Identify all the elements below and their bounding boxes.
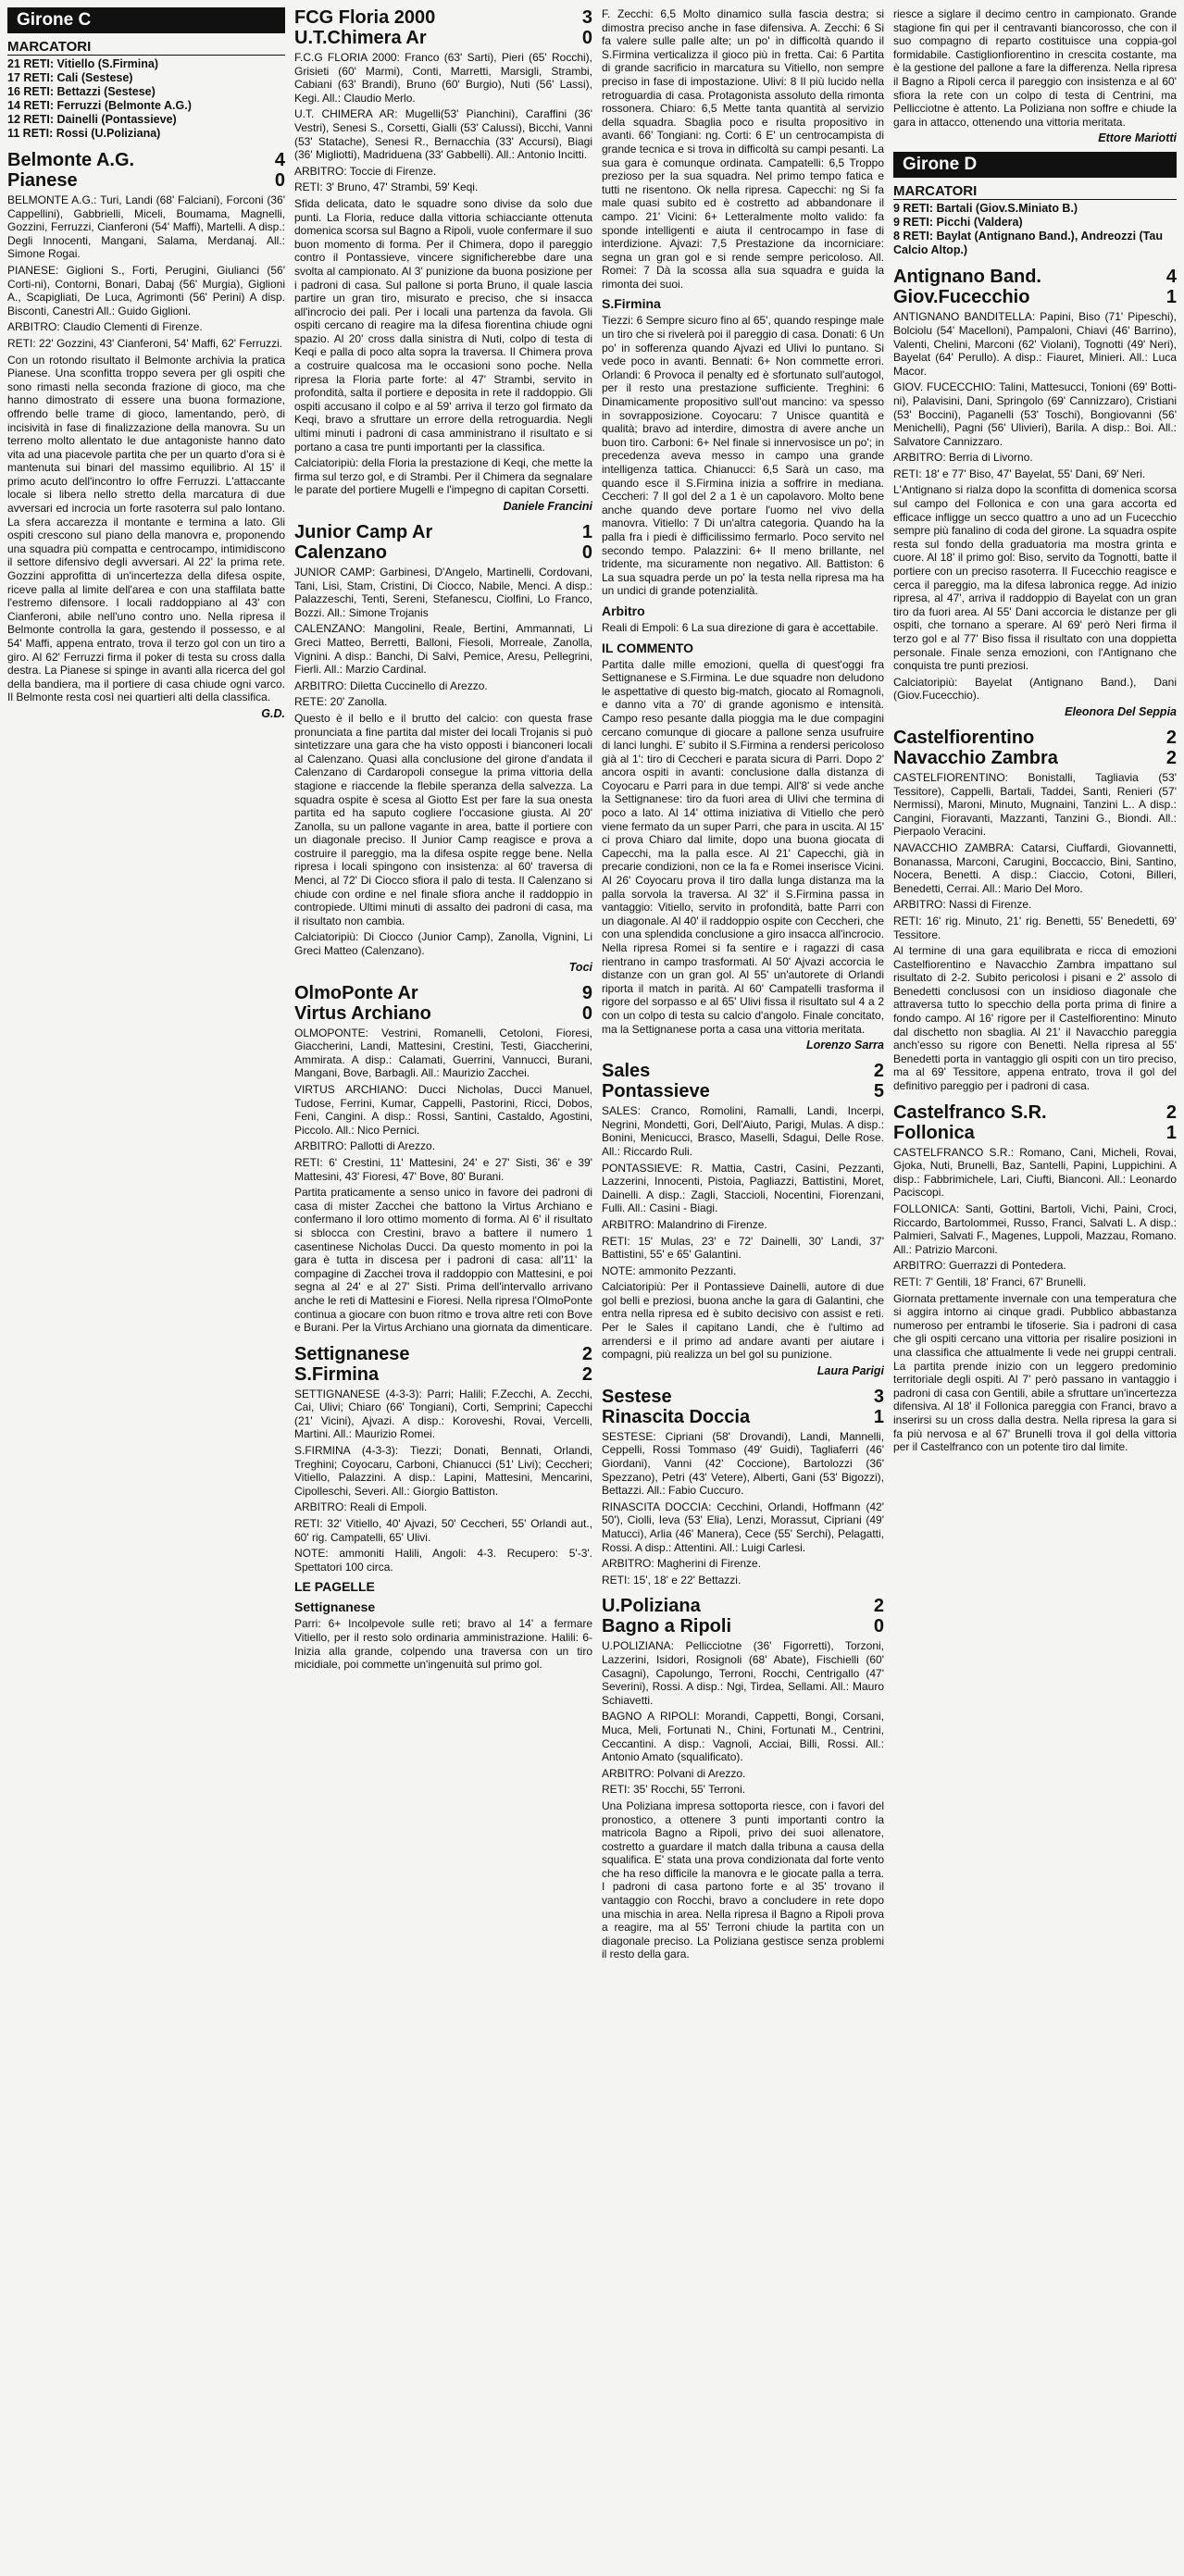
referee: ARBITRO: Pallotti di Arezzo.	[294, 1139, 436, 1153]
team-name: Calenzano	[294, 542, 388, 563]
byline: G.D.	[261, 706, 285, 720]
lineup-away: U.T. CHIMERA AR: Mugelli(53' Pianchini), Caraffini (36' Vestri), Senesi S., Corsetti, Gialli (53' Calussi), Bicchi, Vanni (53' Statache), Senesi R., Bernacchia (33' Accursi), Biagi (36' Migliotti), Madriduena (33' Gabbelli). All.: Antonio Incitti.	[294, 107, 592, 162]
match-away	[893, 287, 1177, 307]
goals: RETI: 18' e 77' Biso, 47' Bayelat, 55' Dani, 69' Neri.	[893, 467, 1146, 480]
byline: Laura Parigi	[816, 1363, 884, 1377]
team-name: U.T.Chimera Ar	[294, 28, 427, 48]
pagelle-continued: F. Zecchi: 6,5 Molto dinamico sulla fascia destra; si dimostra preciso anche in fase difensiva. A. Zecchi: 6 Si fa valere sulle palle alte; un po' in difficoltà quando il S.Firmina verticalizza il gioco più in fretta. Cai: 6 Partita di grande sacrificio in marcatura su Vitiello, non sempre preciso in fase di impostazione. Ulivi: 8 Il più lucido nella retroguardia di casa. Protagonista assoluto della rimonta rossonera. Chiaro: 6,5 Mette tanta quantità al servizio della squadra. Sbaglia poco e risulta propositivo in avanti. 66' Tongiani: ng. Corti: 6 E' un centrocampista di grande tecnica e si trova in difficoltà su campi pesanti. La sua gara è comunque ordinata. Campatelli: 6,5 Troppo prezioso per la sua squadra. Nel primo tempo fatica e tutti ne risentono. Ok nella ripresa. Capecchi: ng Si fa male quasi subito ed è costretto ad abbandonare il campo. 21' Vicini: 6+ Letteralmente molto valido: fa sponde intelligenti e aiuta il centrocampo in fase di interdizione. Ajvazi: 7,5 Prestazione da incorniciare: segna un gran gol e si rende sempre pericoloso. All. Romei: 7 Dà la scossa alla sua squadra e guida la rimonta dei suoi.	[602, 7, 884, 291]
team-score: 0	[873, 1616, 884, 1637]
commento-body: Partita dalle mille emozioni, quella di quest'oggi fra Settignanese e S.Firmina. Le due squadre non deludono le aspettative di questo big-match, giocato al Romagnoli, e danno vita a 70' di grande agonismo e intensità. Campo reso pesante dalla pioggia ma le due compagini cercano comunque di giocare a pallone senza usufruire di lanci lunghi. E' subito il S.Firmina a rendersi pericoloso già al 1': tiro di Ceccheri e parata sicura di Parri. Dopo 2' ancora ospiti in avanti: conclusione dalla distanza di Coyocaru e Parri para in due tempi. All'8' si vede anche la Settignanese: tiro da fuori area di Ulivi che termina di poco a lato. Al 14' ottima iniziativa di Vitiello che però viene fermato da un super Parri, che para in uscita. Al 15' ci prova Chiaro dal limite, dopo una buona giocata di Capecchi, ma la palla esce. Al 21' Capecchi, già in precarie condizioni, non ce la fa e Romei inserisce Vicini. Al 26' Coyocaru prova il tiro dalla lunga distanza ma la palla sorvola la traversa. Al 32' il S.Firmina passa in vantaggio: Vitiello, servito in profondità, batte Parri con un diagonale. Al 40' il raddoppio ospite con Ceccheri, che con una splendida conclusione a giro insacca all'incrocio. Nella ripresa Romei si fa sentire e i ragazzi di casa rientrano in campo trasformati. Al 50' Ajvazi accorcia le distanze con un gran gol. Al 55' un'autorete di Orlandi riporta il match in parità. Al 60' Campatelli trasforma il rigore del sorpasso e al 65' Ulivi fissa il risultato sul 4 a 2 con un colpo di testa su calcio d'angolo. Finale concitato, ma la Settignanese porta a casa una vittoria meritata.	[602, 657, 884, 1036]
team-score: 2	[581, 1343, 592, 1364]
team-score: 1	[581, 522, 592, 542]
player-notes: Calciatoripiù: della Floria la prestazione di Keqi, che mette la firma sul terzo gol, e di Strambi. Per il Chimera da segnalare le parate del portiere Mugelli e l'impegno di capitan Corsetti.	[294, 456, 592, 497]
section-banner-girone-c: Girone C	[7, 7, 285, 33]
team-name: Giov.Fucecchio	[893, 287, 1030, 308]
match-home	[294, 522, 592, 542]
referee: ARBITRO: Guerrazzi di Pontedera.	[893, 1259, 1066, 1273]
match-report: Una Poliziana impresa sottoporta riesce, con i favori del pronostico, a ottenere 3 punti importanti contro la matricola Bagno a Ripoli, privo dei suoi allenatore, costretto a guardare il match dalla tribuna a causa della squalifica. E' stata una prova condizionata dal forte vento che ha reso difficile la manovra e le giocate palla a terra. I padroni di casa partono forte e al 35' trovano il vantaggio con Rocchi, bravo a concludere in rete dopo una mischia in area. Nella ripresa il Bagno a Ripoli prova a reagire, ma al 55' Terroni chiude la partita con un diagonale preciso. La Poliziana gestisce senza problemi il resto della gara.	[602, 1798, 884, 1961]
lineup-away: VIRTUS ARCHIANO: Ducci Nicholas, Ducci Manuel, Tudose, Ferrini, Kumar, Cappelli, Pastorini, Ricci, Dobos, Feni, Cangini. A disp.: Rossi, Santini, Castaldo, Agostini, Piccolo. All.: Nico Pernici.	[294, 1083, 592, 1137]
match-report: Questo è il bello e il brutto del calcio: con questa frase pronunciata a fine partita dal mister dei locali Trojanis si può sintetizzare una gara che ha visto opposti i bianconeri locali al Calenzano. Quasi alla conclusione del girone d'andata il Calenzano di Cardaropoli consegue la prima vittoria della stagione e riaccende la flebile speranza della salvezza. La squadra ospite è scesa al Giotto Est per fare la sua onesta partita ed ha saputo cogliere l'occasione giusta. Al 20' Zanolla, su un pallone vagante in area, batte il portiere con un diagonale preciso. Il Junior Camp reagisce e prova a costruire il pareggio, ma la difesa ospite regge bene. Nella ripresa i locali spingono con insistenza: al 60' traversa di Menci, al 72' Di Ciocco sfiora il palo di testa. Il Calenzano si chiude con ordine e nel finale sfiora anche il raddoppio in contropiede. Ultimi minuti di assalto dei padroni di casa, ma il risultato non cambia.	[294, 711, 592, 927]
player-notes: Calciatoripiù: Bayelat (Antignano Band.), Dani (Giov.Fucecchio).	[893, 675, 1177, 703]
team-name: Follonica	[893, 1122, 975, 1143]
marcatori-heading: MARCATORI	[893, 183, 1177, 200]
scorer-line: 16 RETI: Bettazzi (Sestese)	[7, 85, 156, 98]
match-home	[893, 267, 1177, 287]
scorer-line: 9 RETI: Bartali (Giov.S.Miniato B.)	[893, 202, 1078, 216]
pagelle-team: Settignanese	[294, 1599, 376, 1615]
goals: RETI: 22' Gozzini, 43' Cianferoni, 54' Maffi, 62' Ferruzzi.	[7, 336, 283, 350]
match-report: Al termine di una gara equilibrata e ricca di emozioni Castelfiorentino e Navacchio Zambra impattano sul risultato di 2-2. Subito pericolosi i pisani e 2' assolo di Benedetti conclusosi con un insidioso diagonale che attraversa tutto lo specchio della porta prima di finire a fondo campo. Al 16' rigore per il Castelfiorentino: Minuto dal dischetto non sbaglia. Al 21' il Navacchio pareggia anch'esso su rigore con Benetti. Nella ripresa al 55' Benedetti porta in vantaggio gli ospiti con un tiro preciso, ma al 69' Tessitore, appena entrato, trova il gol del definitivo pareggio per i padroni di casa.	[893, 944, 1177, 1093]
scorer-line: 17 RETI: Cali (Sestese)	[7, 71, 133, 84]
team-name: Settignanese	[294, 1343, 410, 1364]
lineup-home: CASTELFRANCO S.R.: Romano, Cani, Micheli, Rovai, Gjoka, Nuti, Brunelli, Baz, Santelli, Papini, Luppichini. A disp.: Fabbrimichele, Lari, Ciufti, Bianconi. All.: Leonardo Paciscopi.	[893, 1145, 1177, 1200]
match-away	[602, 1616, 884, 1636]
team-score: 1	[1165, 287, 1177, 308]
team-score: 2	[1165, 1101, 1177, 1123]
team-name: Junior Camp Ar	[294, 522, 433, 542]
match-home	[602, 1596, 884, 1616]
lineup-away: GIOV. FUCECCHIO: Talini, Mattesucci, Tonioni (69' Botti-ni), Palavisini, Dani, Springolo (69' Cannizzaro), Cristiani (53' Boccini), Paganelli (53' Toschi), Bongiovanni (56' Menichelli), Pagni (56' Ulivieri), Barila. A disp.: Boi. All.: Salvatore Cannizzaro.	[893, 380, 1177, 448]
match-home	[893, 728, 1177, 748]
lineup-away: PIANESE: Giglioni S., Forti, Perugini, Giulianci (56' Corti-ni), Contorni, Bonari, Dabaj (56' Murgia), Giglioni A., Scapigliati, De Luca, Agrimonti (56' Perini) A disp. Bisconti, Canestri All.: Guido Giglioni.	[7, 263, 285, 317]
team-score: 4	[1165, 267, 1177, 288]
lineup-home: SALES: Cranco, Romolini, Ramalli, Landi, Incerpi, Negrini, Mondetti, Gori, Dell'Aiuto, Parigi, Mulas. A disp.: Bonini, Menicucci, Brasco, Maselli, Sdagui, Delle Rose. All.: Riccardo Ruli.	[602, 1104, 884, 1158]
lineup-away: NAVACCHIO ZAMBRA: Catarsi, Ciuffardi, Giovannetti, Bonanassa, Marconi, Carugini, Boccaccio, Bini, Santino, Nocera, Benetti. A disp.: Ciaccio, Cotoni, Billeri, Benedetti, Cerrai. All.: Mario Del Moro.	[893, 840, 1177, 895]
team-score: 1	[873, 1406, 884, 1427]
match-away	[602, 1081, 884, 1101]
match-report-continued: riesce a siglare il decimo centro in campionato. Grande stagione fin qui per il centravanti biancorosso, che con il suo compagno di reparto costituisce una coppia-gol formidabile. Castiglionfiorentino in crescita costante, ma è la gestione del pallone a fare la differenza. Nella ripresa il Bagno a Ripoli cerca il pareggio con insistenza e al 60' sfiora la rete con un colpo di testa di Centrini, ma Pellicciotne è attento. La Poliziana non soffre e chiude la gara in attacco, ottenendo una vittoria meritata.	[893, 7, 1177, 129]
scorer-line: 12 RETI: Dainelli (Pontassieve)	[7, 113, 177, 126]
goals: RETI: 15', 18' e 22' Bettazzi.	[602, 1573, 742, 1587]
match-report: Sfida delicata, dato le squadre sono divise da solo due punti. La Floria, reduce dalla vittoria schiacciante ottenuta domenica scorsa sul Bagno a Ripoli, vuole confermare il suo buon momento di forma. Per il Chimera, dopo il pareggio contro il Pontassieve, vincere significherebbe dare una svolta al campionato. Al 3' punizione da buona posizione per i padroni di casa. Sul pallone si porta Bruno, il quale lascia partire un gran tiro, misurato e preciso, che si insacca all'incrocio dei pali. Per i locali una partenza da favola. Gli ospiti cercano di reagire ma la difesa fiorentina chiude ogni spazio. Al 20' cross dalla sinistra di Nuti, colpo di testa di Keqi e palla di poco alta sopra la traversa. Il Chimera prova a costruire qualcosa ma le occasioni sono poche. Nella ripresa la Floria parte forte: al 47' Strambi, servito in profondità, salta il portiere e deposita in rete il raddoppio. Gli ospiti accusano il colpo e al 59' arriva il terzo gol firmato da Keqi, bravo a sfruttare un errore della retroguardia. Negli ultimi minuti i padroni di casa amministrano il risultato e si portano a casa tre punti importanti per la classifica.	[294, 196, 592, 454]
scorer-line: 8 RETI: Baylat (Antignano Band.), Andreozzi (Tau Calcio Altop.)	[893, 230, 1163, 257]
pagelle-heading: LE PAGELLE	[294, 1579, 375, 1595]
team-score: 5	[873, 1081, 884, 1102]
lineup-home: SETTIGNANESE (4-3-3): Parri; Halili; F.Zecchi, A. Zecchi, Cai, Ulivi; Chiaro (66' Tongiani), Corti, Semprini; Capecchi (21' Vicini), Ajvazi. A disp.: Koroveshi, Rovai, Vercelli, Martini. All.: Maurizio Romei.	[294, 1387, 592, 1441]
referee: ARBITRO: Diletta Cuccinello di Arezzo.	[294, 678, 488, 692]
team-score: 0	[274, 170, 285, 191]
team-score: 4	[274, 150, 285, 170]
referee: ARBITRO: Toccie di Firenze.	[294, 164, 437, 178]
goals: RETE: 20' Zanolla.	[294, 695, 388, 709]
match-home	[294, 983, 592, 1003]
team-name: FCG Floria 2000	[294, 7, 436, 28]
team-name: S.Firmina	[294, 1363, 380, 1385]
match-away	[294, 1364, 592, 1385]
match-home	[602, 1387, 884, 1407]
column-2	[294, 7, 592, 2569]
team-name: Pianese	[7, 170, 78, 191]
team-score: 0	[581, 542, 592, 563]
referee: ARBITRO: Polvani di Arezzo.	[602, 1766, 746, 1780]
team-score: 3	[581, 7, 592, 28]
goals: RETI: 15' Mulas, 23' e 72' Dainelli, 30' Landi, 37' Battistini, 55' e 65' Galantini.	[602, 1234, 884, 1262]
column-1	[7, 7, 285, 2569]
team-name: Castelfiorentino	[893, 727, 1035, 748]
match-away	[294, 542, 592, 563]
pagelle-team: S.Firmina	[602, 296, 661, 312]
byline: Eleonora Del Seppia	[1065, 704, 1177, 718]
referee: ARBITRO: Berria di Livorno.	[893, 451, 1033, 465]
team-name: Bagno a Ripoli	[602, 1616, 731, 1637]
team-name: Antignano Band.	[893, 267, 1041, 288]
player-notes: Calciatoripiù: Per il Pontassieve Dainelli, autore di due gol belli e preziosi, buona anche la gara di Galantini, che entra nella ripresa ed è subito decisivo con assist e reti. Per le Sales il capitano Landi, che è l'ultimo ad arrendersi e il primo ad andare avanti per aiutare i compagni, più realizza un bel gol su punizione.	[602, 1280, 884, 1362]
notes: NOTE: ammoniti Halili, Angoli: 4-3. Recupero: 5'-3'. Spettatori 100 circa.	[294, 1547, 592, 1574]
goals: RETI: 32' Vitiello, 40' Ajvazi, 50' Ceccheri, 55' Orlandi aut., 60' rig. Campatelli, 65' Ulivi.	[294, 1517, 592, 1544]
notes: NOTE: ammonito Pezzanti.	[602, 1263, 737, 1277]
lineup-home: BELMONTE A.G.: Turi, Landi (68' Falciani), Forconi (36' Cappellini), Gabbrielli, Miceli, Boumama, Magnelli, Gozzini, Ferruzzi, Cianferoni (54' Maffi), Martelli. A disp.: Degli Innocenti, Mangani, Salama, Merdanaj. All.: Simone Rogai.	[7, 193, 285, 261]
match-away	[294, 28, 592, 48]
section-banner-girone-d: Girone D	[893, 152, 1177, 178]
team-name: Pontassieve	[602, 1081, 710, 1102]
match-away	[893, 748, 1177, 768]
team-name: Rinascita Doccia	[602, 1406, 751, 1427]
goals: RETI: 3' Bruno, 47' Strambi, 59' Keqi.	[294, 180, 479, 194]
scorer-line: 21 RETI: Vitiello (S.Firmina)	[7, 57, 158, 70]
scorer-line: 9 RETI: Picchi (Valdera)	[893, 216, 1023, 230]
team-name: Navacchio Zambra	[893, 747, 1058, 768]
lineup-home: U.POLIZIANA: Pellicciotne (36' Figorretti), Torzoni, Lazzerini, Isidori, Rosignoli (68' Abate), Fischielli (60' Casagni), Capolungo, Terroni, Rocchi, Centrigallo (47' Severini), Rossi. A disp.: Ngi, Tirdea, Sellami. All.: Mauro Schiavetti.	[602, 1639, 884, 1707]
byline: Toci	[568, 960, 592, 974]
team-name: Castelfranco S.R.	[893, 1101, 1047, 1123]
match-home	[893, 1102, 1177, 1123]
team-score: 9	[581, 982, 592, 1003]
referee: ARBITRO: Malandrino di Firenze.	[602, 1217, 767, 1231]
lineup-home: JUNIOR CAMP: Garbinesi, D'Angelo, Martinelli, Cordovani, Tani, Lisi, Stam, Cristini, Di Ciocco, Nabile, Menci. A disp.: Palazzeschi, Tenti, Sereni, Stefanescu, Ciolfini, Lo Franco, Bozzi. All.: Simone Trojanis	[294, 566, 592, 619]
pagelle-body: Parri: 6+ Incolpevole sulle reti; bravo al 14' a fermare Vitiello, per il resto solo ordinaria amministrazione. Halili: 6- Inizia alla grande, colpendo una traversa con un tiro micidiale, poi commette un'ingenuità sul primo gol.	[294, 1617, 592, 1672]
scorer-line: 14 RETI: Ferruzzi (Belmonte A.G.)	[7, 99, 192, 112]
match-home	[7, 150, 285, 170]
goals: RETI: 7' Gentili, 18' Franci, 67' Brunelli.	[893, 1275, 1087, 1288]
referee: ARBITRO: Nassi di Firenze.	[893, 898, 1032, 912]
team-name: U.Poliziana	[602, 1596, 701, 1617]
lineup-away: CALENZANO: Mangolini, Reale, Bertini, Ammannati, Li Greci Matteo, Berretti, Balloni, Fiesoli, Morreale, Zanolla, Vignini. A disp.: Banchi, Di Salvi, Pemice, Aresu, Pellegrini, Fierli. All.: Marzio Cardinal.	[294, 622, 592, 677]
arbitro-body: Reali di Empoli: 6 La sua direzione di gara è accettabile.	[602, 620, 879, 634]
team-score: 3	[873, 1386, 884, 1407]
lineup-away: PONTASSIEVE: R. Mattia, Castri, Casini, Pezzanti, Lazzerini, Innocenti, Pistoia, Pagliazzi, Battistini, Moret, Dainelli. A disp.: Zagli, Staccioli, Nocentini, Fiorenzani, Fulli. All.: Casini - Biagi.	[602, 1161, 884, 1215]
team-score: 2	[873, 1061, 884, 1082]
referee: ARBITRO: Claudio Clementi di Firenze.	[7, 320, 203, 334]
team-score: 2	[1165, 727, 1177, 748]
match-report: Giornata prettamente invernale con una temperatura che si aggira intorno ai cinque gradi. Pubblico abbastanza numeroso per entrambi le tifoserie. Sia i padroni di casa che gli ospiti cercano una vittoria per risalire posizioni in una classifica che attualmente li vede nei gruppi centrali. La partita prende inizio con un leggero predominio territoriale degli ospiti. Al 7' però passano in vantaggio i padroni di casa con Gentili, abile a sfruttare un'incertezza difensiva. Al 18' il Follonica pareggia con Franci, bravo a inserirsi su un cross dalla destra. Nella ripresa la gara si fa più nervosa e al 67' Brunelli trova il gol della vittoria per il Castelfranco con un potente tiro dal limite.	[893, 1291, 1177, 1454]
match-away	[294, 1003, 592, 1024]
byline: Ettore Mariotti	[1098, 131, 1177, 145]
team-score: 0	[581, 1002, 592, 1024]
match-report: L'Antignano si rialza dopo la sconfitta di domenica scorsa sul campo del Follonica e con una gara accorta ed efficace infligge un secco quattro a uno ad un Fucecchio sempre più fanalino di coda del girone. La squadra ospite resta sul fondo della graduatoria ma mostra grinta e cuore. Al 18' il primo gol: Biso, servito da Tognotti, batte il portiere con un preciso rasoterra. Il Fucecchio reagisce e cerca il pareggio, ma la difesa labronica regge. Ad inizio ripresa, al 47', arriva il raddoppio di Bayelat con un gran tiro da fuori area. Al 55' Dani accorcia le distanze per gli ospiti, che tornano a sperare. Al 69' però Neri firma il terzo gol e al 77' Biso fissa il risultato con una doppietta personale. Finale senza emozioni, con l'Antignano che conquista tre punti preziosi.	[893, 483, 1177, 673]
match-home	[294, 1344, 592, 1364]
marcatori-heading: MARCATORI	[7, 39, 285, 56]
match-home	[294, 7, 592, 28]
byline: Daniele Francini	[503, 500, 592, 513]
team-score: 0	[581, 28, 592, 48]
team-score: 2	[873, 1596, 884, 1617]
lineup-away: RINASCITA DOCCIA: Cecchini, Orlandi, Hoffmann (42' 50'), Ciolli, Ieva (53' Elia), Lenzi, Morassut, Cipriani (49' Matucci), Arlia (46' Manera), Cece (55' Serchi), Pelagatti, Rossi. A disp.: Attentini. All.: Luigi Carlesi.	[602, 1500, 884, 1554]
player-notes: Calciatoripiù: Di Ciocco (Junior Camp), Zanolla, Vignini, Li Greci Matteo (Calenzano).	[294, 930, 592, 958]
lineup-home: F.C.G FLORIA 2000: Franco (63' Sarti), Pieri (65' Rocchi), Grisieti (60' Marmi), Conti, Marretti, Marsigli, Strambi, Cabiani (63' Brandi), Bruno (60' Burgio), Nuti (56' Lassi), Kegi. All.: Claudio Merlo.	[294, 51, 592, 105]
arbitro-heading: Arbitro	[602, 603, 645, 618]
match-report: Partita praticamente a senso unico in favore dei padroni di casa di mister Zacchei che battono la Virtus Archiano e confermano il loro ottimo momento di forma. Al 6' il risultato si sblocca con Crestini, bravo a battere il numero 1 casentinese Nicholas Ducci. Da questo momento in poi la gara è tutta in discesa per i padroni di casa: all'11' la compagine di Zacchei trova il raddoppio con Mattesini, e poi segna al 24' e al 27' Sisti. Prima dell'intervallo arrivano anche le reti di Mattesini e Fioresi. Nella ripresa l'OlmoPonte continua a giocare con buon ritmo e trova altre reti con Bove e Burani. Per la Virtus Archiano una giornata da dimenticare.	[294, 1186, 592, 1335]
lineup-home: OLMOPONTE: Vestrini, Romanelli, Cetoloni, Fioresi, Giaccherini, Landi, Mattesini, Crestini, Testi, Giaccherini, Ammirata. A disp.: Calamati, Guerrini, Vannucci, Burani, Mangani, Bove, Barbagli. All.: Maurizio Zacchei.	[294, 1026, 592, 1080]
match-away	[602, 1407, 884, 1427]
byline: Lorenzo Sarra	[805, 1039, 884, 1052]
lineup-home: ANTIGNANO BANDITELLA: Papini, Biso (71' Pipeschi), Bolciolu (54' Macelloni), Pampaloni, Chiavi (46' Barrino), Valenti, Chelini, Marconi (62' Violani), Tognotti (49' Neri), Bayelat (64' Perullo). A disp.: Fiauret, Minieri. All.: Luca Macor.	[893, 310, 1177, 378]
goals: RETI: 16' rig. Minuto, 21' rig. Benetti, 55' Benedetti, 69' Tessitore.	[893, 914, 1177, 941]
column-4	[893, 7, 1177, 2569]
team-name: Sales	[602, 1061, 651, 1082]
team-name: Virtus Archiano	[294, 1002, 431, 1024]
team-score: 2	[581, 1363, 592, 1385]
match-home	[602, 1061, 884, 1081]
goals: RETI: 6' Crestini, 11' Mattesini, 24' e 27' Sisti, 36' e 39' Mattesini, 43' Fioresi, 47' Bove, 80' Burani.	[294, 1155, 592, 1183]
lineup-away: BAGNO A RIPOLI: Morandi, Cappetti, Bongi, Corsani, Muca, Meli, Fortunati N., Chini, Fortunati M., Centrini, Ceccantini. A disp.: Vagnoli, Acciai, Billi, Rossi. All.: Antonio Amato (squalificato).	[602, 1710, 884, 1764]
pagelle-body: Tiezzi: 6 Sempre sicuro fino al 65', quando respinge male un tiro che si rivelerà poi il pareggio di casa. Donati: 6 Un po' in sofferenza quando Ajvazi ed Ulivi lo puntano. Si vede poco in avanti. Bennati: 6+ Non commette errori. Orlandi: 6 Provoca il penalty ed è sfortunato sull'autogol, per il resto una prestazione sufficiente. Treghini: 6 Dinamicamente propositivo sull'out mancino: va spesso in sovrapposizione. Coyocaru: 7 Unisce quantità e qualità; bravo ad interdire, dimostra di avere anche un buon tiro. Carboni: 6+ Nel finale si innervosisce un po'; in precedenza aveva messo in campo una grande intelligenza tattica. Chianucci: 6,5 Sarà un caso, ma quando esce il S.Firmina inizia a soffrire in mediana. Ceccheri: 7 Il gol del 2 a 1 è un capolavoro. Molto bene anche quando deve portare l'uomo nel vivo della manovra. Vitiello: 7 Di un'altra categoria. Quando ha la palla fra i piedi è difficilissimo fermarlo. Poco servito nel secondo tempo. Palazzini: 6+ Il meno brillante, nel tridente, ma sicuramente non negativo. All. Battiston: 6 La sua squadra perde un po' la testa nella ripresa ma ha un undici di grande potenzialità.	[602, 314, 884, 598]
match-away	[893, 1123, 1177, 1143]
lineup-home: CASTELFIORENTINO: Bonistalli, Tagliavia (53' Tessitore), Cappelli, Bartali, Taddei, Santi, Renieri (57' Nermissi), Maroni, Minuto, Mugnaini, Tanzini L.. A disp.: Cangini, Fioravanti, Mazzanti, Tanzini G., Biondi. All.: Pierpaolo Veracini.	[893, 770, 1177, 839]
team-score: 2	[1165, 747, 1177, 768]
team-score: 1	[1165, 1122, 1177, 1143]
match-away	[7, 170, 285, 191]
referee: ARBITRO: Reali di Empoli.	[294, 1500, 428, 1514]
lineup-away: S.FIRMINA (4-3-3): Tiezzi; Donati, Bennati, Orlandi, Treghini; Coyocaru, Carboni, Chianucci (51' Livi); Ceccheri; Vitiello, Palazzini. A disp.: Lapini, Mattesini, Mencarini, Cipolleschi, Severi. All.: Giorgio Battiston.	[294, 1444, 592, 1498]
lineup-home: SESTESE: Cipriani (58' Drovandi), Landi, Mannelli, Ceppelli, Rossi Tommaso (49' Guidi), Tagliaferri (46' Giordani), Vanni (42' Coccione), Bartolozzi (36' Spezzano), Petri (43' Vetere), Alberti, Gani (53' Bigozzi), Bettazzi. All.: Fabio Cuccuro.	[602, 1429, 884, 1498]
commento-heading: IL COMMENTO	[602, 640, 694, 655]
match-report: Con un rotondo risultato il Belmonte archivia la pratica Pianese. Una sconfitta troppo severa per gli ospiti che sono rimasti nella seconda frazione di gioco, ma che hanno dimostrato di essere una buona formazione, offrendo belle trame di gioco, lamentando, però, di incisività in fase di finalizzazione della manovra. Su un terreno molto allentato le due antagoniste hanno dato vita ad una piacevole partita che per un quarto d'ora si è mantenuta sui binari del massimo equilibrio. Al 15' il primo acuto dell'incontro lo offre Ferruzzi. L'attaccante locale si libera nello stretto della marcatura di due avversari ed incrocia un forte rasoterra sul palo lontano. La sfera accarezza il montante e termina a lato. Gli ospiti crescono sul piano della manovra e, proponendo una squadra più compatta e centrocampo, intimidiscono il settore difensivo degli avversari. Al 22' la prima rete. Gozzini approfitta di un'incertezza della difesa ospite, riceve palla al limite dell'area e con una staffilata batte l'estremo difensore. I locali raddoppiano al 43' con Cianferoni, abile nell'uno contro uno. Nella ripresa il Belmonte controlla la gara, gestendo il possesso, e al 54' Maffi, appena entrato, trova il terzo gol con un tiro a giro. Al 62' Ferruzzi firma il poker di testa su cross dalla destra. La Pianese si spinge in avanti alla ricerca del gol della bandiera, ma il portiere di casa chiude ogni varco. Il Belmonte resta così nei quartieri alti della classifica.	[7, 353, 285, 704]
team-name: Sestese	[602, 1386, 672, 1407]
lineup-away: FOLLONICA: Santi, Gottini, Bartoli, Vichi, Paini, Croci, Riccardo, Bartolommei, Russo, Franci, Salvati L. A disp.: Palmieri, Salvati F., Magenes, Luppoli, Mazzau, Romano. All.: Patrizio Marconi.	[893, 1202, 1177, 1256]
goals: RETI: 35' Rocchi, 55' Terroni.	[602, 1783, 746, 1797]
team-name: OlmoPonte Ar	[294, 982, 418, 1003]
scorer-line: 11 RETI: Rossi (U.Poliziana)	[7, 127, 161, 140]
column-3	[602, 7, 884, 2569]
referee: ARBITRO: Magherini di Firenze.	[602, 1557, 762, 1571]
team-name: Belmonte A.G.	[7, 150, 135, 170]
